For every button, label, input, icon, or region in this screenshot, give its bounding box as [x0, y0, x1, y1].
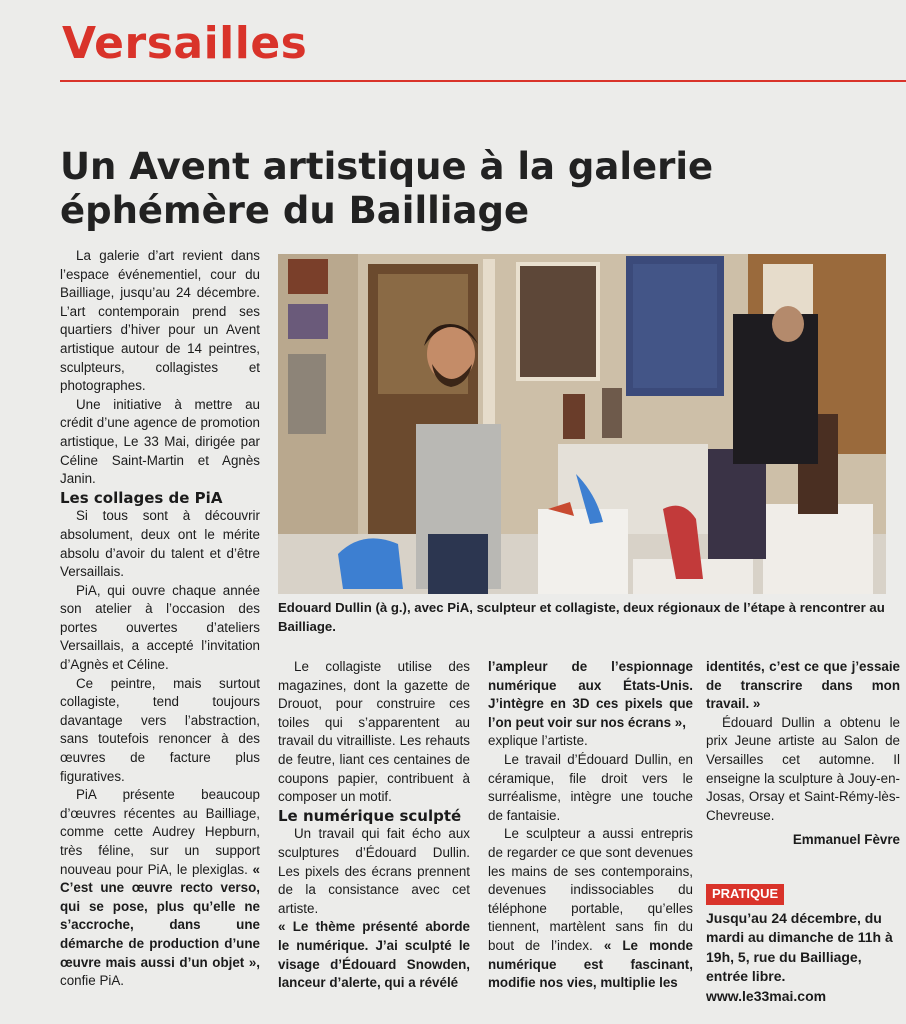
paragraph: La galerie d’art revient dans l’espace événementiel, cour du Bailliage, jusqu’au 24 décembre. L’art contemporain prend ses quartiers d’hiver pour un Avent artistique autour de 14 peintres, sculpteurs, collagistes et photographes. — [60, 248, 260, 394]
article-column-3 — [488, 658, 693, 993]
paragraph: Si tous sont à découvrir absolument, deux ont le mérite absolu d’avoir du talent et d’être Versaillais. — [60, 508, 260, 580]
article-headline — [60, 145, 860, 233]
article-column-2 — [278, 658, 470, 993]
website-link[interactable]: www.le33mai.com — [706, 987, 827, 1004]
section-title: Versailles — [62, 18, 308, 69]
article-photo — [278, 254, 886, 594]
text-run: confie PiA. — [60, 973, 125, 989]
quote: identités, c’est ce que j’essaie de transcrire dans mon travail. » — [706, 659, 900, 712]
paragraph: Le travail d’Édouard Dullin, en céramique, file droit vers le surréalisme, intègre une touche de fantaisie. — [488, 751, 693, 823]
quote: l’ampleur de l’espionnage numérique aux États-Unis. J’intègre en 3D ces pixels que l’on peut voir sur nos écrans », — [488, 659, 693, 730]
paragraph: explique l’artiste. — [488, 733, 588, 749]
paragraph: PiA, qui ouvre chaque année son atelier à l’occasion des portes ouvertes d’ateliers Versaillais, a accepté l’invitation d’Agnès et Céline. — [60, 582, 260, 673]
text-run: Le sculpteur a aussi entrepris de regarder ce que sont devenues les mains de ses contemporains, devenues indissociables du téléphone portable, qu’elles tiennent, martèlent sans fin du bout de l’index. — [488, 826, 693, 953]
paragraph — [488, 825, 693, 992]
quote: « C’est une œuvre recto verso, qui se pose, plus qu’elle ne s’accroche, dans une démarche de production d’une œuvre mais aussi d’un objet », — [60, 861, 260, 970]
author-signature: Emmanuel Fèvre — [792, 832, 900, 848]
section-divider — [60, 80, 906, 82]
text-run: PiA présente beaucoup d’œuvres récentes au Bailliage, comme cette Audrey Hepburn, très féline, sur un support nouveau pour PiA, le plexiglas. — [60, 787, 260, 877]
paragraph: Édouard Dullin a obtenu le prix Jeune artiste au Salon de Versailles cet automne. Il enseigne la sculpture à Jouy-en-Josas, Orsay et Saint-Rémy-lès-Chevreuse. — [706, 714, 900, 823]
photo-caption: Edouard Dullin (à g.), avec PiA, sculpteur et collagiste, deux régionaux de l’étape à rencontrer au Bailliage. — [278, 600, 885, 634]
info-box — [706, 884, 900, 1005]
paragraph: Une initiative à mettre au crédit d’une agence de promotion artistique, Le 33 Mai, dirigée par Céline Saint-Martin et Agnès Janin. — [60, 396, 260, 487]
pratique-badge: PRATIQUE — [706, 884, 784, 905]
headline-line-2: éphémère du Bailliage — [60, 189, 530, 232]
headline-line-1: Un Avent artistique à la galerie — [60, 145, 714, 188]
paragraph: Le collagiste utilise des magazines, dont la gazette de Drouot, pour construire ces toiles qui s’apparentent au travail du vitrailliste. Les rehauts de feutre, liant ces centaines de coupons papier, contribuent à composer un motif. — [278, 659, 470, 805]
article-column-4 — [706, 658, 900, 1005]
subheading: Les collages de PiA — [60, 488, 223, 507]
subheading: Le numérique sculpté — [278, 806, 462, 825]
article-column-1 — [60, 247, 260, 991]
event-info: Jusqu’au 24 décembre, du mardi au dimanche de 11h à 19h, 5, rue du Bailliage, entrée libre. — [706, 909, 893, 985]
paragraph: Ce peintre, mais surtout collagiste, tend toujours davantage vers l’abstraction, sans toutefois renoncer à des œuvres de facture plus figuratives. — [60, 675, 260, 784]
paragraph — [60, 786, 260, 991]
paragraph: Un travail qui fait écho aux sculptures d’Édouard Dullin. Les pixels des écrans prennent de la consistance avec cet artiste. — [278, 826, 470, 916]
quote: « Le thème présenté aborde le numérique. J’ai sculpté le visage d’Édouard Snowden, lanceur d’alerte, qui a révélé — [278, 919, 470, 991]
photo-illustration — [278, 254, 886, 594]
quote: « Le monde numérique est fascinant, modifie nos vies, multiplie les — [488, 937, 693, 991]
